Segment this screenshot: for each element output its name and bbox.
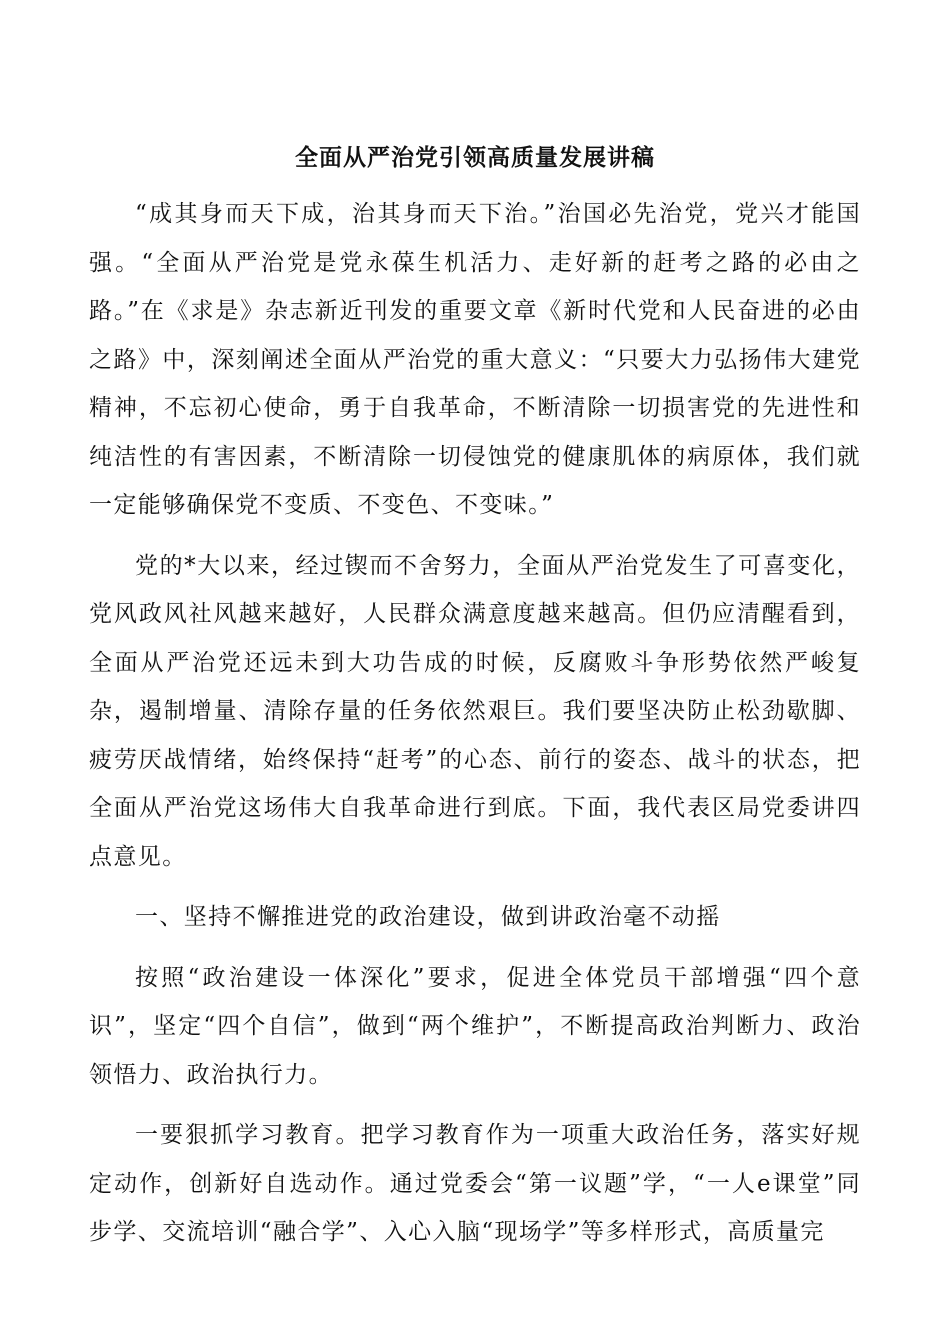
- document-body: [89, 190, 861, 1257]
- document-title: 全面从严治党引领高质量发展讲稿: [295, 144, 655, 171]
- paragraph-context: 党的*大以来，经过锲而不舍努力，全面从严治党发生了可喜变化，党风政风社风越来越好，人民群众满意度越来越高。但仍应清醒看到，全面从严治党还远未到大功告成的时候，反腐败斗争形势依然严峻复杂，遏制增量、清除存量的任务依然艰巨。我们要坚决防止松劲歇脚、疲劳厌战情绪，始终保持“赶考”的心态、前行的姿态、战斗的状态，把全面从严治党这场伟大自我革命进行到底。下面，我代表区局党委讲四点意见。: [89, 552, 861, 870]
- paragraph-section-intro: 按照“政治建设一体深化”要求，促进全体党员干部增强“四个意识”，坚定“四个自信”，做到“两个维护”，不断提高政治判断力、政治领悟力、政治执行力。: [89, 964, 861, 1088]
- paragraph-study-education: 一要狠抓学习教育。把学习教育作为一项重大政治任务，落实好规定动作，创新好自选动作。通过党委会“第一议题”学，“一人e课堂”同步学、交流培训“融合学”、入心入脑“现场学”等多样形式，高质量完: [89, 1122, 861, 1245]
- section-heading: 一、坚持不懈推进党的政治建设，做到讲政治毫不动摇: [135, 904, 721, 930]
- paragraph-intro: “成其身而天下成，治其身而天下治。”治国必先治党，党兴才能国强。“全面从严治党是党永葆生机活力、走好新的赶考之路的必由之路。”在《求是》杂志新近刊发的重要文章《新时代党和人民奋进的必由之路》中，深刻阐述全面从严治党的重大意义：“只要大力弘扬伟大建党精神，不忘初心使命，勇于自我革命，不断清除一切损害党的先进性和纯洁性的有害因素，不断清除一切侵蚀党的健康肌体的病原体，我们就一定能够确保党不变质、不变色、不变味。”: [89, 201, 861, 518]
